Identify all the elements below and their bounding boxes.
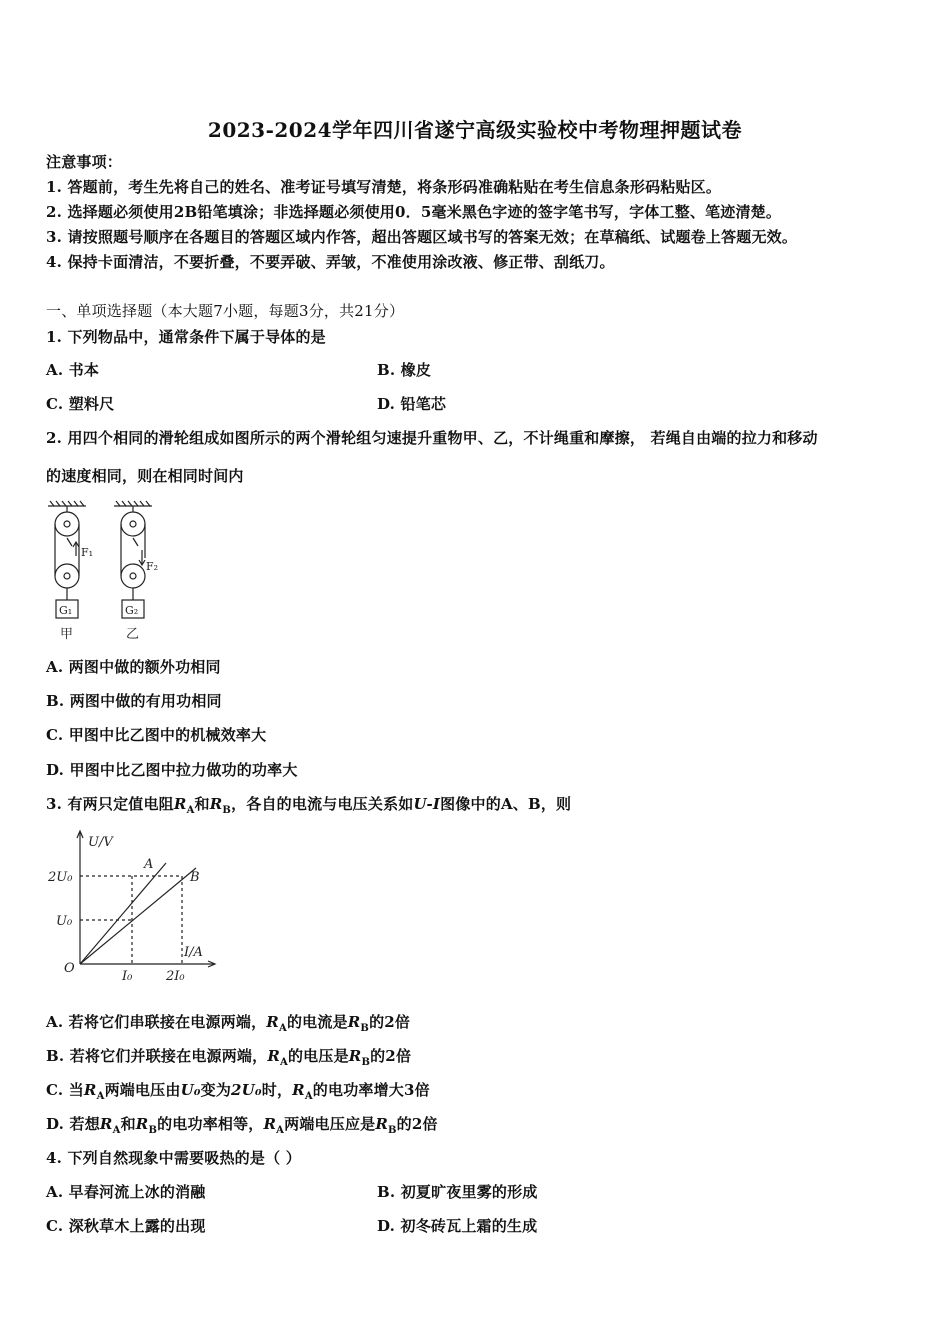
q3-c-ra-sub: A <box>96 1091 105 1102</box>
q3-c-2u0: 2U₀ <box>231 1081 262 1099</box>
q3-d-ra2: R <box>263 1115 277 1133</box>
q3-a-part3: 的2倍 <box>369 1013 411 1031</box>
q3-stem-part2: ，各自的电流与电压关系如 <box>231 795 414 813</box>
q3-a-part1: A. 若将它们串联接在电源两端， <box>46 1013 267 1031</box>
q3-rb-sub: B <box>222 805 232 816</box>
q1-stem: 1. 下列物品中，通常条件下属于导体的是 <box>46 328 326 346</box>
q3-stem-part3: 图像中的A、B，则 <box>440 795 572 813</box>
q3-c-ra2: R <box>292 1081 305 1099</box>
graph-y-tick-2u0: 2U₀ <box>48 870 73 885</box>
label-f2: F₂ <box>146 560 159 573</box>
q3-rb: R <box>209 795 223 813</box>
q3-c-part4: 时， <box>261 1081 293 1099</box>
q1-option-a: A. 书本 <box>46 361 100 379</box>
q3-d-ra2-sub: A <box>276 1125 285 1136</box>
graph-y-tick-u0: U₀ <box>56 914 73 929</box>
q3-d-ra: R <box>99 1115 113 1133</box>
note-item-1: 1. 答题前，考生先将自己的姓名、准考证号填写清楚，将条形码准确粘贴在考生信息条形码粘贴区。 <box>46 178 722 196</box>
q3-a-rb-sub: B <box>360 1023 370 1034</box>
q3-d-rb-sub: B <box>148 1125 158 1136</box>
q3-d-part1: D. 若想 <box>46 1115 100 1133</box>
note-item-4: 4. 保持卡面清洁，不要折叠，不要弄破、弄皱，不准使用涂改液、修正带、刮纸刀。 <box>46 253 615 271</box>
q3-option-a <box>46 1012 410 1039</box>
q3-and: 和 <box>194 795 210 813</box>
label-yi: 乙 <box>126 627 140 642</box>
graph-line-b-label: B <box>190 870 200 885</box>
q3-stem-part1: 3. 有两只定值电阻 <box>46 795 174 813</box>
q3-c-part2: 两端电压由 <box>104 1081 181 1099</box>
q1-option-c: C. 塑料尺 <box>46 395 115 413</box>
label-jia: 甲 <box>60 627 74 642</box>
q3-c-ra2-sub: A <box>304 1091 313 1102</box>
pulley-figure <box>38 498 168 644</box>
q3-c-ra: R <box>83 1081 97 1099</box>
q3-a-ra: R <box>266 1013 279 1031</box>
note-item-2: 2. 选择题必须使用2B铅笔填涂；非选择题必须使用0．5毫米黑色字迹的签字笔书写，字体工整、笔迹清楚。 <box>46 203 782 221</box>
q3-b-rb-sub: B <box>361 1057 371 1068</box>
q3-ui: U-I <box>413 795 441 813</box>
q3-d-ra-sub: A <box>112 1125 121 1136</box>
q3-b-rb: R <box>348 1047 362 1065</box>
q3-c-part1: C. 当 <box>46 1081 84 1099</box>
graph-line-a-label: A <box>144 857 154 872</box>
q3-b-part2: 的电压是 <box>287 1047 349 1065</box>
label-g2: G₂ <box>125 604 139 617</box>
q3-a-ra-sub: A <box>278 1023 287 1034</box>
q3-d-part3: 的电功率相等， <box>157 1115 264 1133</box>
q3-d-rb2-sub: B <box>388 1125 397 1136</box>
q3-d-part4: 两端电压应是 <box>284 1115 376 1133</box>
q3-c-part3: 变为 <box>200 1081 232 1099</box>
q2-option-a: A. 两图中做的额外功相同 <box>46 658 221 676</box>
note-item-3: 3. 请按照题号顺序在各题目的答题区域内作答，超出答题区域书写的答案无效；在草稿纸、试题卷上答题无效。 <box>46 228 798 246</box>
q3-d-part5: 的2倍 <box>396 1115 438 1133</box>
q3-option-d <box>46 1114 438 1141</box>
q4-option-a: A. 早春河流上冰的消融 <box>46 1183 206 1201</box>
q3-c-part5: 的电功率增大3倍 <box>312 1081 430 1099</box>
q3-ra-sub: A <box>186 805 195 816</box>
q3-b-part1: B. 若将它们并联接在电源两端， <box>46 1047 268 1065</box>
q3-stem <box>46 794 571 821</box>
q2-option-d: D. 甲图中比乙图中拉力做功的功率大 <box>46 761 298 779</box>
q3-b-ra: R <box>267 1047 280 1065</box>
q3-a-part2: 的电流是 <box>286 1013 348 1031</box>
q2-stem-line2: 的速度相同，则在相同时间内 <box>46 467 244 485</box>
q3-a-rb: R <box>347 1013 361 1031</box>
label-g1: G₁ <box>59 604 73 617</box>
q3-d-part2: 和 <box>120 1115 136 1133</box>
q4-option-b: B. 初夏旷夜里雾的形成 <box>377 1183 538 1201</box>
q3-option-c <box>46 1080 430 1107</box>
graph-x-tick-i0: I₀ <box>122 969 133 984</box>
q4-option-d: D. 初冬砖瓦上霜的生成 <box>377 1217 538 1235</box>
q3-b-part3: 的2倍 <box>370 1047 412 1065</box>
q4-option-c: C. 深秋草木上露的出现 <box>46 1217 206 1235</box>
q3-b-ra-sub: A <box>280 1057 288 1068</box>
graph-y-axis-label: U/V <box>88 835 113 850</box>
section1-heading: 一、单项选择题（本大题7小题，每题3分，共21分） <box>46 302 405 320</box>
q3-d-rb: R <box>135 1115 149 1133</box>
notes-heading: 注意事项： <box>46 153 123 171</box>
q3-option-b <box>46 1046 411 1073</box>
q2-option-c: C. 甲图中比乙图中的机械效率大 <box>46 726 267 744</box>
q1-option-b: B. 橡皮 <box>377 361 432 379</box>
label-f1: F₁ <box>81 546 94 559</box>
q2-stem-line1: 2. 用四个相同的滑轮组成如图所示的两个滑轮组匀速提升重物甲、乙，不计绳重和摩擦， 若绳自由端的拉力和移动 <box>46 429 818 447</box>
q4-stem: 4. 下列自然现象中需要吸热的是（ ） <box>46 1149 301 1167</box>
q2-option-b: B. 两图中做的有用功相同 <box>46 692 222 710</box>
q1-option-d: D. 铅笔芯 <box>377 395 447 413</box>
ui-graph <box>48 826 228 984</box>
q3-ra: R <box>173 795 187 813</box>
q3-d-rb2: R <box>375 1115 389 1133</box>
page-title: 2023-2024学年四川省遂宁高级实验校中考物理押题试卷 <box>207 118 743 142</box>
graph-x-axis-label: I/A <box>184 945 203 960</box>
graph-origin: O <box>64 961 75 976</box>
graph-x-tick-2i0: 2I₀ <box>166 969 185 984</box>
q3-c-u0: U₀ <box>180 1081 201 1099</box>
